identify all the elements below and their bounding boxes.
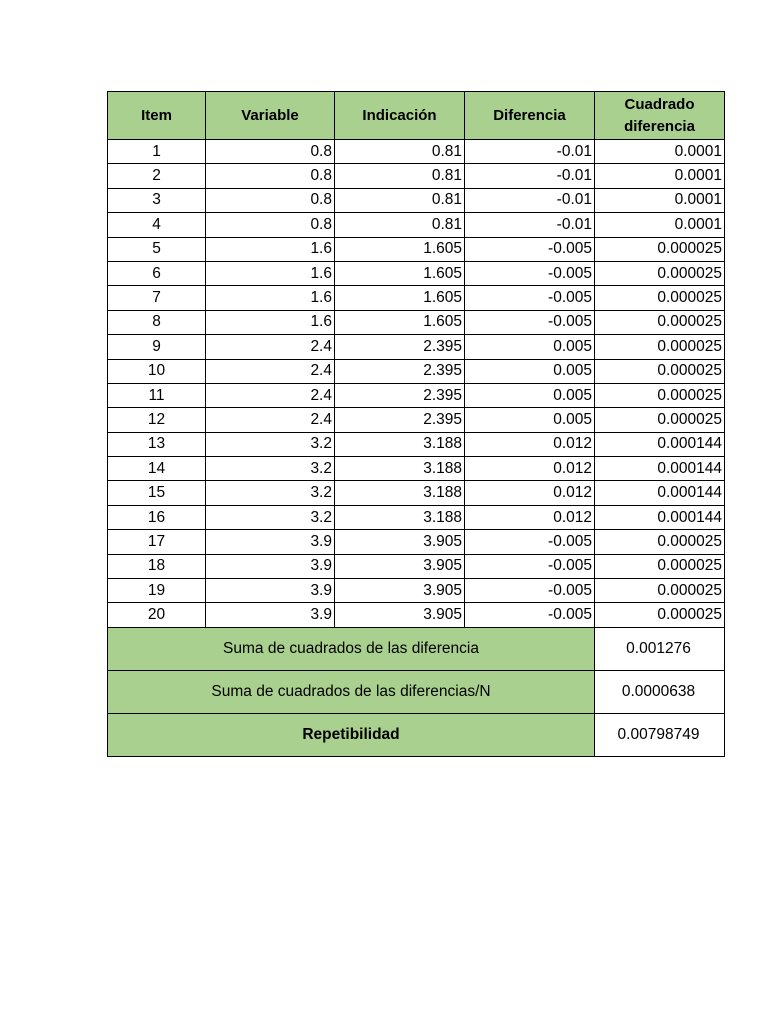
cell-cuadrado-diferencia: 0.000025 [595, 579, 725, 603]
table-row [108, 432, 725, 456]
cell-indicacion: 3.188 [335, 505, 465, 529]
cell-indicacion: 1.605 [335, 261, 465, 285]
summary-row-suma-n [108, 670, 725, 713]
cell-variable: 1.6 [206, 310, 335, 334]
header-indicacion: Indicación [335, 92, 465, 140]
cell-variable: 3.9 [206, 603, 335, 627]
cell-indicacion: 0.81 [335, 140, 465, 164]
cell-item: 15 [108, 481, 206, 505]
table-body [108, 140, 725, 628]
cell-variable: 1.6 [206, 237, 335, 261]
cell-item: 14 [108, 457, 206, 481]
cell-variable: 0.8 [206, 213, 335, 237]
cell-diferencia: -0.005 [465, 286, 595, 310]
cell-indicacion: 1.605 [335, 237, 465, 261]
table-row [108, 213, 725, 237]
cell-variable: 3.9 [206, 579, 335, 603]
table-row [108, 603, 725, 627]
table-row [108, 140, 725, 164]
header-row [108, 92, 725, 140]
cell-diferencia: -0.01 [465, 164, 595, 188]
cell-cuadrado-diferencia: 0.000144 [595, 432, 725, 456]
table-row [108, 457, 725, 481]
table-row [108, 335, 725, 359]
cell-cuadrado-diferencia: 0.0001 [595, 140, 725, 164]
cell-indicacion: 0.81 [335, 213, 465, 237]
table-row [108, 359, 725, 383]
cell-item: 4 [108, 213, 206, 237]
summary-row-repetibilidad [108, 713, 725, 756]
cell-cuadrado-diferencia: 0.000025 [595, 335, 725, 359]
suma-n-value: 0.0000638 [595, 670, 725, 713]
cell-variable: 2.4 [206, 359, 335, 383]
cell-cuadrado-diferencia: 0.000025 [595, 237, 725, 261]
cell-diferencia: 0.005 [465, 383, 595, 407]
header-item: Item [108, 92, 206, 140]
cell-cuadrado-diferencia: 0.0001 [595, 213, 725, 237]
repeatability-table [107, 91, 725, 757]
cell-variable: 0.8 [206, 140, 335, 164]
cell-diferencia: -0.005 [465, 603, 595, 627]
table-summary [108, 627, 725, 756]
table-row [108, 261, 725, 285]
cell-variable: 2.4 [206, 383, 335, 407]
suma-n-label: Suma de cuadrados de las diferencias/N [108, 670, 595, 713]
cell-variable: 3.2 [206, 505, 335, 529]
cell-item: 11 [108, 383, 206, 407]
cell-variable: 3.2 [206, 481, 335, 505]
cell-diferencia: -0.005 [465, 261, 595, 285]
cell-cuadrado-diferencia: 0.000025 [595, 261, 725, 285]
header-variable: Variable [206, 92, 335, 140]
cell-item: 20 [108, 603, 206, 627]
cell-indicacion: 3.905 [335, 530, 465, 554]
table-row [108, 408, 725, 432]
cell-item: 19 [108, 579, 206, 603]
cell-indicacion: 3.905 [335, 603, 465, 627]
cell-cuadrado-diferencia: 0.000025 [595, 408, 725, 432]
cell-cuadrado-diferencia: 0.000025 [595, 530, 725, 554]
cell-diferencia: 0.012 [465, 432, 595, 456]
cell-indicacion: 2.395 [335, 383, 465, 407]
cell-indicacion: 0.81 [335, 164, 465, 188]
cell-indicacion: 3.905 [335, 579, 465, 603]
cell-variable: 1.6 [206, 261, 335, 285]
cell-variable: 3.9 [206, 530, 335, 554]
cell-variable: 2.4 [206, 335, 335, 359]
repetibilidad-label: Repetibilidad [108, 713, 595, 756]
table-row [108, 286, 725, 310]
header-cuadrado-line2: diferencia [624, 117, 695, 135]
table-row [108, 530, 725, 554]
table-row [108, 188, 725, 212]
cell-cuadrado-diferencia: 0.0001 [595, 188, 725, 212]
cell-variable: 0.8 [206, 164, 335, 188]
cell-item: 2 [108, 164, 206, 188]
cell-cuadrado-diferencia: 0.000025 [595, 554, 725, 578]
cell-indicacion: 3.905 [335, 554, 465, 578]
cell-indicacion: 2.395 [335, 359, 465, 383]
cell-diferencia: 0.012 [465, 505, 595, 529]
table-row [108, 505, 725, 529]
table-row [108, 164, 725, 188]
cell-diferencia: -0.005 [465, 579, 595, 603]
header-cuadrado-diferencia [595, 92, 725, 140]
cell-item: 7 [108, 286, 206, 310]
cell-item: 10 [108, 359, 206, 383]
cell-diferencia: -0.005 [465, 310, 595, 334]
cell-diferencia: -0.005 [465, 530, 595, 554]
table-row [108, 579, 725, 603]
cell-item: 16 [108, 505, 206, 529]
cell-variable: 1.6 [206, 286, 335, 310]
cell-diferencia: 0.005 [465, 335, 595, 359]
cell-variable: 3.2 [206, 457, 335, 481]
cell-item: 8 [108, 310, 206, 334]
cell-cuadrado-diferencia: 0.000144 [595, 505, 725, 529]
cell-diferencia: 0.005 [465, 408, 595, 432]
cell-variable: 2.4 [206, 408, 335, 432]
cell-item: 12 [108, 408, 206, 432]
cell-diferencia: -0.01 [465, 213, 595, 237]
table-row [108, 310, 725, 334]
cell-diferencia: 0.005 [465, 359, 595, 383]
table-row [108, 383, 725, 407]
cell-diferencia: -0.005 [465, 237, 595, 261]
cell-item: 6 [108, 261, 206, 285]
cell-indicacion: 2.395 [335, 335, 465, 359]
header-diferencia: Diferencia [465, 92, 595, 140]
cell-diferencia: 0.012 [465, 457, 595, 481]
cell-indicacion: 1.605 [335, 310, 465, 334]
cell-item: 3 [108, 188, 206, 212]
cell-cuadrado-diferencia: 0.000025 [595, 383, 725, 407]
cell-cuadrado-diferencia: 0.000025 [595, 310, 725, 334]
suma-label: Suma de cuadrados de las diferencia [108, 627, 595, 670]
cell-cuadrado-diferencia: 0.000025 [595, 359, 725, 383]
cell-item: 17 [108, 530, 206, 554]
cell-cuadrado-diferencia: 0.0001 [595, 164, 725, 188]
cell-variable: 3.2 [206, 432, 335, 456]
cell-diferencia: -0.005 [465, 554, 595, 578]
cell-indicacion: 3.188 [335, 457, 465, 481]
cell-variable: 0.8 [206, 188, 335, 212]
cell-cuadrado-diferencia: 0.000144 [595, 457, 725, 481]
table-header [108, 92, 725, 140]
cell-indicacion: 1.605 [335, 286, 465, 310]
cell-item: 9 [108, 335, 206, 359]
cell-indicacion: 2.395 [335, 408, 465, 432]
cell-cuadrado-diferencia: 0.000144 [595, 481, 725, 505]
cell-indicacion: 3.188 [335, 481, 465, 505]
cell-cuadrado-diferencia: 0.000025 [595, 286, 725, 310]
cell-variable: 3.9 [206, 554, 335, 578]
suma-value: 0.001276 [595, 627, 725, 670]
header-cuadrado-line1: Cuadrado [624, 95, 695, 113]
cell-item: 1 [108, 140, 206, 164]
cell-diferencia: 0.012 [465, 481, 595, 505]
cell-indicacion: 3.188 [335, 432, 465, 456]
cell-cuadrado-diferencia: 0.000025 [595, 603, 725, 627]
cell-indicacion: 0.81 [335, 188, 465, 212]
cell-diferencia: -0.01 [465, 140, 595, 164]
summary-row-suma [108, 627, 725, 670]
cell-diferencia: -0.01 [465, 188, 595, 212]
table-row [108, 237, 725, 261]
cell-item: 5 [108, 237, 206, 261]
cell-item: 18 [108, 554, 206, 578]
table-row [108, 554, 725, 578]
repetibilidad-value: 0.00798749 [595, 713, 725, 756]
table-row [108, 481, 725, 505]
cell-item: 13 [108, 432, 206, 456]
